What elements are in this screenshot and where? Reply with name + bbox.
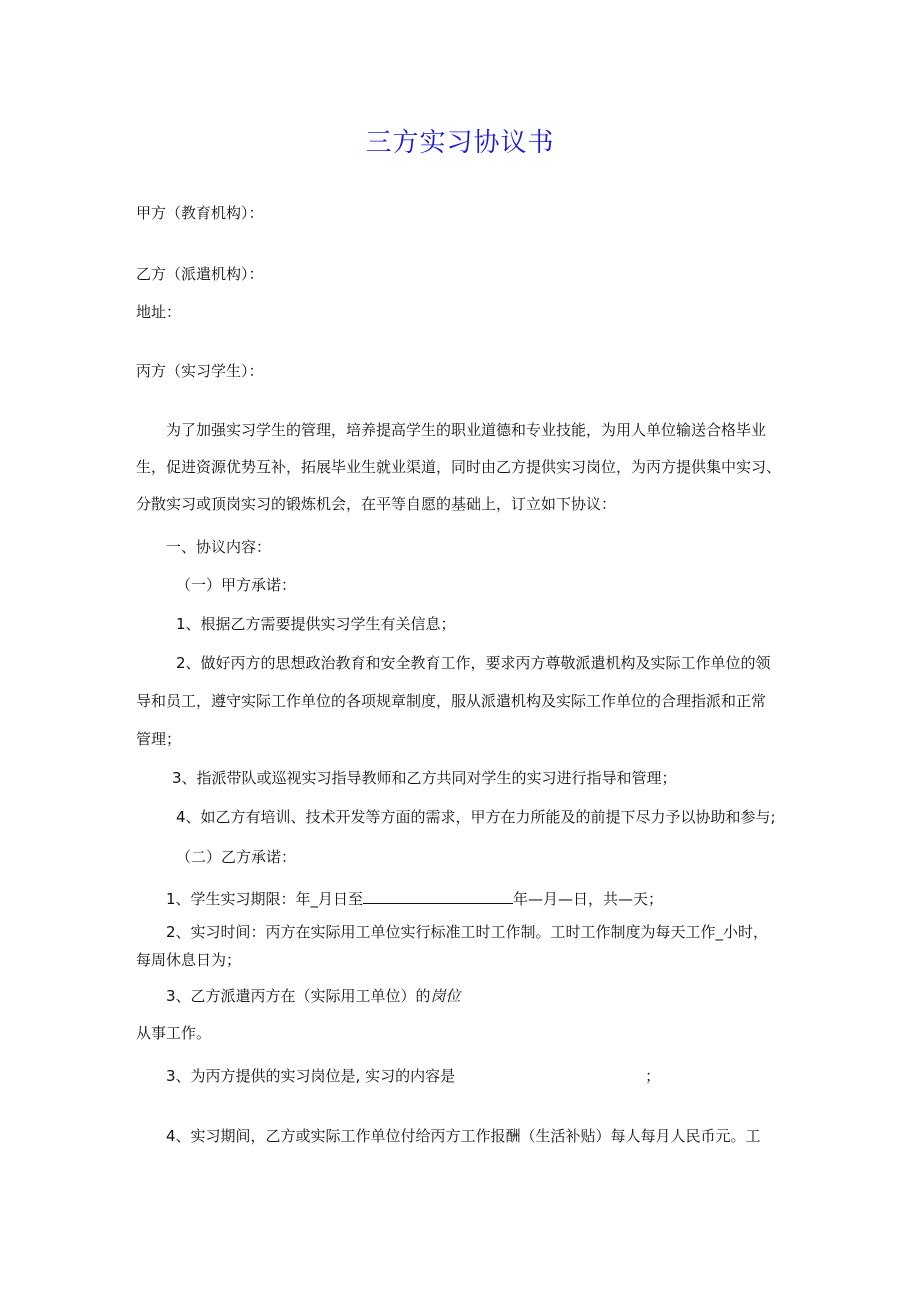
b-item-pay: 4、实习期间，乙方或实际工作单位付给丙方工作报酬（生活补贴）每人每月人民币元。工 bbox=[166, 1127, 761, 1145]
party-a-label: 甲方（教育机构）： bbox=[136, 204, 264, 222]
a-item-2-line2: 导和员工，遵守实际工作单位的各项规章制度，服从派遣机构及实际工作单位的合理指派和正常 bbox=[136, 692, 767, 710]
b-item-time-line2: 每周休息日为； bbox=[136, 951, 242, 969]
party-c-label: 丙方（实习学生）： bbox=[136, 362, 264, 380]
b-item-time-line1: 2、实习时间：丙方在实际用工单位实行标准工时工作制。工时工作制度为每天工作_小时， bbox=[166, 923, 769, 941]
b-item-content bbox=[166, 1066, 660, 1086]
a-item-4: 4、如乙方有培训、技术开发等方面的需求，甲方在力所能及的前提下尽力予以协助和参与; bbox=[176, 808, 776, 826]
a-item-2-line3: 管理； bbox=[136, 730, 182, 748]
dispatch-prefix: 3、乙方派遣丙方在（实际用工单位）的 bbox=[166, 987, 431, 1005]
period-blank bbox=[363, 889, 513, 904]
subsection-b-heading: （二）乙方承诺： bbox=[176, 848, 297, 866]
content-prefix: 3、为丙方提供的实习岗位是, 实习的内容是 bbox=[166, 1067, 456, 1085]
b-item-period bbox=[166, 889, 663, 909]
a-item-2-line1: 2、做好丙方的思想政治教育和安全教育工作，要求丙方尊敬派遣机构及实际工作单位的领 bbox=[176, 654, 771, 672]
subsection-a-heading: （一）甲方承诺： bbox=[176, 576, 297, 594]
intro-text: 为了加强实习学生的管理，培养提高学生的职业道德和专业技能，为用人单位输送合格毕业生，促进资源优势互补，拓展毕业生就业渠道，同时由乙方提供实习岗位，为丙方提供集中实习、分散实习或顶岗实习的锻炼机会，在平等自愿的基础上，订立如下协议： bbox=[136, 421, 782, 513]
period-prefix: 1、学生实习期限：年_月日至 bbox=[166, 890, 364, 908]
intro-paragraph bbox=[136, 412, 786, 523]
b-item-dispatch-line1 bbox=[166, 986, 461, 1006]
section-heading: 一、协议内容： bbox=[166, 538, 272, 556]
b-item-dispatch-line2: 从事工作。 bbox=[136, 1024, 212, 1042]
party-b-label: 乙方（派遣机构）： bbox=[136, 265, 264, 283]
address-label: 地址： bbox=[136, 303, 182, 321]
period-suffix: 年—月—日，共—天； bbox=[513, 890, 664, 908]
content-suffix: ； bbox=[645, 1067, 661, 1085]
document-title: 三方实习协议书 bbox=[365, 128, 555, 158]
a-item-1: 1、根据乙方需要提供实习学生有关信息； bbox=[176, 615, 456, 633]
a-item-3: 3、指派带队或巡视实习指导教师和乙方共同对学生的实习进行指导和管理； bbox=[172, 769, 677, 787]
dispatch-post-word: 岗位 bbox=[430, 987, 461, 1005]
